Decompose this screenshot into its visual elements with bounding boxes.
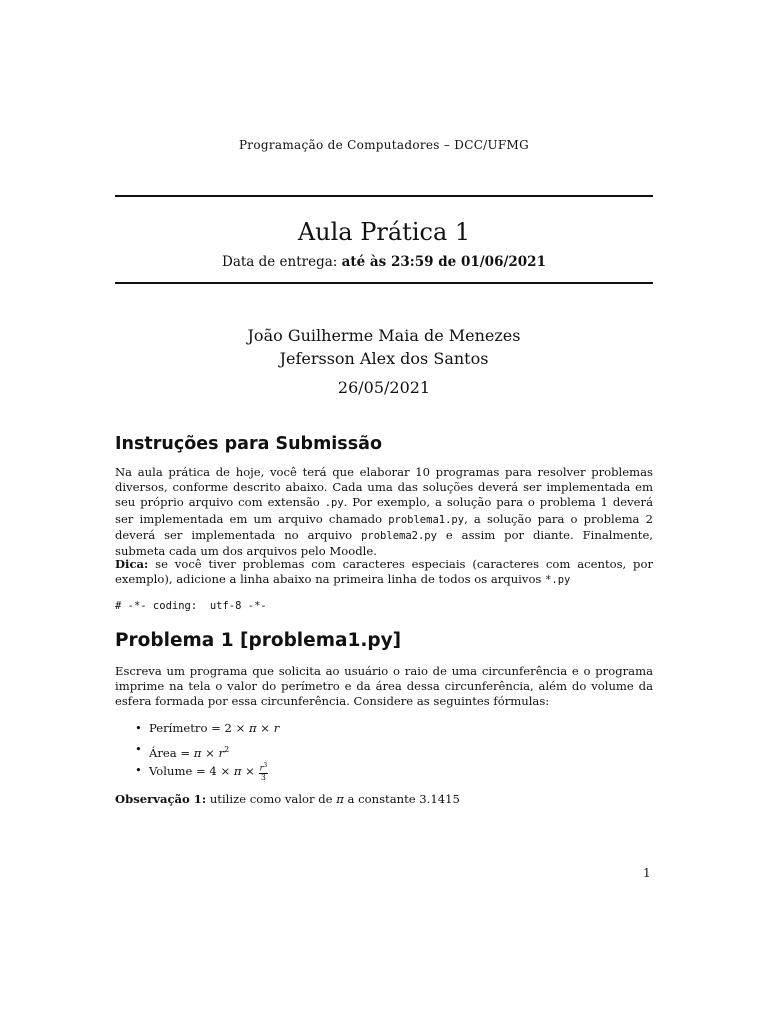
submission-text-c: , a solução para o problema 2 deverá ser implementada no arquivo: [115, 511, 653, 542]
document-date: 26/05/2021: [337, 378, 431, 397]
document-title: Aula Prática 1: [297, 218, 471, 246]
section-title-submission: Instruções para Submissão: [115, 434, 382, 454]
observation-text-after: a constante 3.1415: [343, 792, 460, 806]
formula-perimeter: • Perímetro = 2 × π × r: [135, 720, 279, 741]
submission-text-b: . Por exemplo, a solução para o problema 1 deverá ser implementada em um arquivo chamado: [115, 495, 653, 526]
author-1: João Guilherme Maia de Menezes: [247, 326, 521, 345]
observation-1: Observação 1: utilize como valor de π a constante 3.1415: [115, 792, 460, 806]
author-2: Jefersson Alex dos Santos: [279, 349, 489, 368]
perimeter-label: Perímetro: [149, 721, 208, 735]
volume-label: Volume: [149, 763, 193, 778]
course-header-text: Programação de Computadores – DCC/UFMG: [238, 138, 530, 152]
formula-area: • Área = $\pi \times r^2$: [135, 741, 279, 762]
title-rule-bottom: [115, 282, 653, 284]
problem-1-statement: Escreva um programa que solicita ao usuário o raio de uma circunferência e o programa imprime na tela o valor do perímetro e da área dessa circunferência, além do volume da esfera formada por essa circunferência. Considere as seguintes fórmulas:: [115, 664, 653, 709]
course-header: [0, 138, 768, 152]
section-title-problem-1: Problema 1 [problema1.py]: [115, 630, 402, 651]
area-label: Área: [149, 745, 177, 760]
volume-fraction: $\frac{r^3}{3}$: [259, 762, 268, 782]
submission-text-a: Na aula prática de hoje, você terá que elaborar 10 programas para resolver problemas diversos, conforme descrito abaixo. Cada uma das soluções deverá ser implementada em seu próprio arquivo com extensão: [115, 465, 653, 510]
formula-list: [135, 720, 279, 788]
page-number: 1: [643, 866, 651, 880]
tip-text: se você tiver problemas com caracteres especiais (caracteres com acentos, por exemplo), adicione a linha abaixo na primeira linha de todos os arquivos: [115, 557, 653, 587]
submission-text-d: e assim por diante. Finalmente, submeta cada um dos arquivos pelo Moodle.: [115, 527, 653, 559]
encoding-code-line: # -*- coding: utf-8 -*-: [115, 600, 267, 612]
tip-label: Dica:: [115, 557, 149, 571]
file-pattern: *.py: [545, 574, 571, 587]
filename-problema2: problema2.py: [361, 529, 437, 542]
tip-paragraph: [115, 557, 653, 588]
deadline-value: até às 23:59 de 01/06/2021: [341, 254, 546, 270]
submission-paragraph: [115, 465, 653, 559]
observation-label: Observação 1:: [115, 792, 207, 806]
observation-text-before: utilize como valor de: [206, 792, 337, 806]
filename-problema1: problema1.py: [388, 513, 465, 526]
formula-volume: • Volume = 4 × π × $\frac{r^3}{3}$: [135, 762, 279, 788]
extension-code: .py: [324, 497, 344, 510]
title-rule-top: [115, 195, 653, 197]
deadline-line: [0, 254, 768, 270]
deadline-label: Data de entrega:: [222, 254, 338, 270]
authors: [0, 324, 768, 370]
